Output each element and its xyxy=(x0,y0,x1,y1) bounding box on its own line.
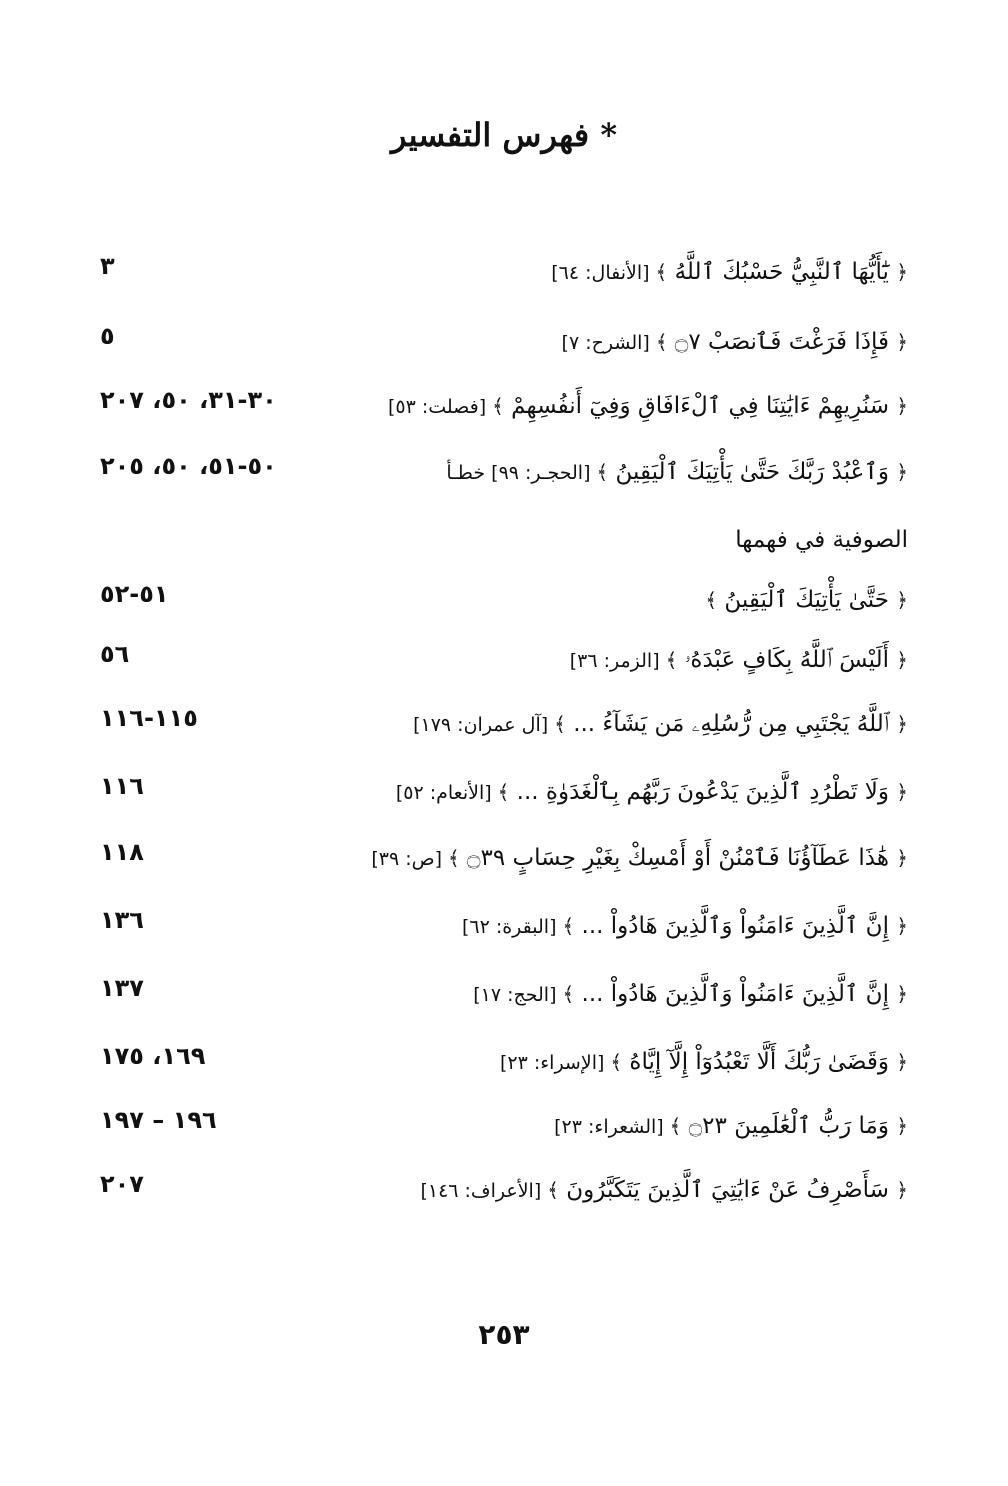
page-number: ٢٥٣ xyxy=(478,1318,530,1351)
ornament-open: ﴿ xyxy=(896,780,908,804)
verse-text xyxy=(446,450,908,495)
surah-reference: [ص: ٣٩] xyxy=(371,848,442,870)
verse-text xyxy=(473,972,908,1017)
ornament-close: ﴾ xyxy=(705,588,718,612)
surah-reference: [الأنفال: ٦٤] xyxy=(551,262,650,284)
verse-arabic: وَقَضَىٰ رَبُّكَ أَلَّا تَعْبُدُوٓاْ إِلَّآ إِيَّاهُ xyxy=(629,1049,889,1075)
surah-reference: [فصلت: ٥٣] xyxy=(387,396,487,418)
surah-reference: [آل عمران: ١٧٩] xyxy=(413,714,549,736)
verse-text xyxy=(420,1168,908,1213)
page-references: ٣ xyxy=(100,252,115,280)
surah-reference: [الزمر: ٣٦] xyxy=(569,650,660,672)
ornament-open: ﴿ xyxy=(896,260,908,284)
surah-reference: [الأنعام: ٥٢] xyxy=(395,782,492,804)
verse-arabic: وَلَا تَطْرُدِ ٱلَّذِينَ يَدْعُونَ رَبَّهُم بِٱلْغَدَوٰةِ ... xyxy=(516,779,889,805)
index-entry xyxy=(100,836,908,880)
verse-arabic: حَتَّىٰ يَأْتِيَكَ ٱلْيَقِينُ xyxy=(724,587,889,613)
verse-arabic: يَٰٓأَيُّهَا ٱلنَّبِيُّ حَسْبُكَ ٱللَّهُ xyxy=(674,259,889,285)
index-entry xyxy=(100,702,908,746)
ornament-open: ﴿ xyxy=(896,394,908,418)
surah-reference: [الشعراء: ٢٣] xyxy=(554,1116,664,1138)
index-entry xyxy=(100,1040,908,1084)
ornament-close: ﴾ xyxy=(554,712,566,736)
ornament-close: ﴾ xyxy=(669,1114,682,1138)
verse-text xyxy=(554,1104,908,1149)
ornament-open: ﴿ xyxy=(896,648,908,672)
ornament-close: ﴾ xyxy=(562,914,575,938)
surah-reference: [البقرة: ٦٢] xyxy=(461,916,557,938)
index-entry xyxy=(100,1168,908,1212)
index-entry xyxy=(100,770,908,814)
verse-arabic: وَٱعْبُدْ رَبَّكَ حَتَّىٰ يَأْتِيَكَ ٱلْيَقِينُ xyxy=(615,459,889,485)
verse-text xyxy=(388,384,908,429)
page-references: ٣٠-٣١، ٥٠، ٢٠٧ xyxy=(100,386,277,414)
verse-text xyxy=(396,770,908,815)
index-entry xyxy=(100,250,908,294)
ornament-open: ﴿ xyxy=(896,1178,908,1202)
page-title: * فهرس التفسير xyxy=(390,116,618,154)
ornament-close: ﴾ xyxy=(655,260,668,284)
ornament-close: ﴾ xyxy=(610,1050,623,1074)
index-entry xyxy=(100,1104,908,1148)
ornament-close: ﴾ xyxy=(447,846,460,870)
verse-arabic: أَلَيْسَ ٱللَّهُ بِكَافٍ عَبْدَهُۥ xyxy=(684,647,889,673)
verse-arabic: سَأَصْرِفُ عَنْ ءَايَٰتِيَ ٱلَّذِينَ يَتَكَبَّرُونَ xyxy=(566,1177,889,1203)
ornament-close: ﴾ xyxy=(665,648,678,672)
verse-arabic: وَمَا رَبُّ ٱلْعَٰلَمِينَ ۝٢٣ xyxy=(688,1113,889,1139)
index-entry xyxy=(100,638,908,682)
verse-arabic: سَنُرِيهِمْ ءَايَٰتِنَا فِي ٱلْءَافَاقِ وَفِيٓ أَنفُسِهِمْ xyxy=(511,393,889,419)
ornament-open: ﴿ xyxy=(896,330,908,354)
index-entry xyxy=(100,972,908,1016)
page-references: ٥٠-٥١، ٥٠، ٢٠٥ xyxy=(100,452,277,480)
page-references: ١٩٦ – ١٩٧ xyxy=(100,1106,217,1134)
verse-text xyxy=(699,578,908,623)
ornament-close: ﴾ xyxy=(497,780,510,804)
ornament-open: ﴿ xyxy=(896,1050,908,1074)
surah-reference: [الحج: ١٧] xyxy=(473,984,557,1006)
verse-text xyxy=(371,836,908,881)
ornament-open: ﴿ xyxy=(896,460,908,484)
index-entry xyxy=(100,904,908,948)
page-references: ١٣٧ xyxy=(100,974,144,1002)
ornament-open: ﴿ xyxy=(896,588,908,612)
page-references: ١١٥-١١٦ xyxy=(100,704,198,732)
index-entry xyxy=(100,578,908,622)
surah-reference: [الحجـر: ٩٩] خطـأ xyxy=(446,462,591,484)
surah-reference: [الإسراء: ٢٣] xyxy=(499,1052,605,1074)
page-references: ٥ xyxy=(100,322,115,350)
page-references: ١١٦ xyxy=(100,772,144,800)
verse-text xyxy=(500,1040,908,1085)
verse-text xyxy=(562,320,908,365)
page-references: ٥١-٥٢ xyxy=(100,580,169,608)
verse-arabic: هَٰذَا عَطَآؤُنَا فَٱمْنُنْ أَوْ أَمْسِكْ بِغَيْرِ حِسَابٍ ۝٣٩ xyxy=(467,845,889,871)
ornament-open: ﴿ xyxy=(896,712,908,736)
surah-reference: [الأعراف: ١٤٦] xyxy=(420,1180,542,1202)
page-references: ١٦٩، ١٧٥ xyxy=(100,1042,206,1070)
index-entry xyxy=(100,320,908,364)
ornament-close: ﴾ xyxy=(596,460,609,484)
verse-arabic: فَإِذَا فَرَغْتَ فَٱنصَبْ ۝٧ xyxy=(674,329,889,355)
ornament-close: ﴾ xyxy=(562,982,575,1006)
verse-text xyxy=(551,250,908,295)
verse-text xyxy=(462,904,908,949)
ornament-open: ﴿ xyxy=(896,914,908,938)
ornament-close: ﴾ xyxy=(492,394,504,418)
ornament-close: ﴾ xyxy=(547,1178,559,1202)
index-entry xyxy=(100,450,908,494)
verse-text xyxy=(413,702,908,747)
verse-arabic: إِنَّ ٱلَّذِينَ ءَامَنُواْ وَٱلَّذِينَ هَادُواْ ... xyxy=(581,981,889,1007)
verse-arabic: ٱللَّهُ يَجْتَبِي مِن رُّسُلِهِۦ مَن يَشَآءُ ... xyxy=(573,711,889,737)
verse-text xyxy=(570,638,908,683)
continuation-line: الصوفية في فهمها xyxy=(735,527,908,553)
ornament-open: ﴿ xyxy=(896,1114,908,1138)
ornament-close: ﴾ xyxy=(655,330,668,354)
page-references: ١١٨ xyxy=(100,838,144,866)
ornament-open: ﴿ xyxy=(896,982,908,1006)
surah-reference: [الشرح: ٧] xyxy=(561,332,650,354)
page-references: ١٣٦ xyxy=(100,906,144,934)
verse-arabic: إِنَّ ٱلَّذِينَ ءَامَنُواْ وَٱلَّذِينَ هَادُواْ ... xyxy=(581,913,889,939)
page-references: ٢٠٧ xyxy=(100,1170,144,1198)
page-references: ٥٦ xyxy=(100,640,130,668)
ornament-open: ﴿ xyxy=(896,846,908,870)
index-entry xyxy=(100,384,908,428)
